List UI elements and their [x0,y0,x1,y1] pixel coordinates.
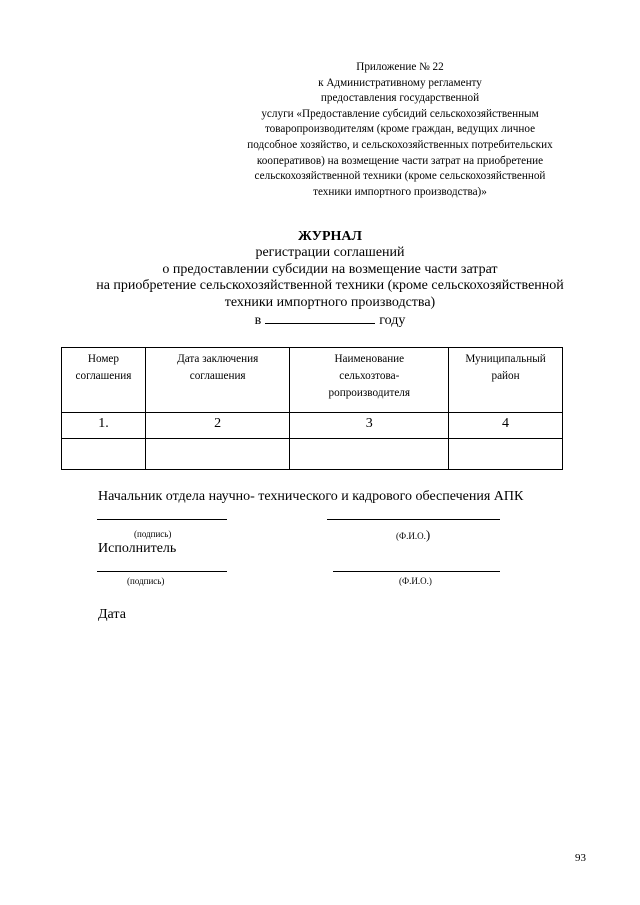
table-row [62,439,563,470]
table-header-row [62,348,563,413]
table-cell[interactable] [290,439,449,470]
executor-signature-caption: (подпись) [127,576,165,586]
year-suffix: году [379,313,406,329]
column-number-cell: 4 [449,413,563,439]
head-name-caption: (Ф.И.О.) [396,527,431,542]
appendix-line: предоставления государственной [320,92,480,105]
header-cell-producer-name: Наименование сельхозтова- ропроизводителя [290,348,449,413]
journal-title-block [40,229,620,329]
department-head-title: Начальник отдела научно- технического и кадрового обеспечения АПК [98,489,524,504]
header-cell-municipal-district: Муниципальный район [449,348,563,413]
date-label: Дата [98,607,126,622]
appendix-line: товаропроизводителям (кроме граждан, ведущих личное [264,123,536,136]
table-number-row [62,413,563,439]
column-number-cell: 3 [290,413,449,439]
appendix-line: подсобное хозяйство, и сельскохозяйственных потребительских [247,138,553,151]
head-signature-line[interactable] [97,519,227,520]
journal-title: ЖУРНАЛ [298,229,362,244]
appendix-line: к Административному регламенту [318,76,482,89]
registration-table [61,347,563,470]
appendix-line: сельскохозяйственной техники (кроме сельскохозяйственной [254,170,546,183]
head-name-line[interactable] [327,519,500,520]
year-line [40,311,620,329]
head-signature-caption: (подпись) [134,529,172,539]
appendix-header [200,60,600,200]
appendix-line: техники импортного производства)» [313,185,487,198]
year-blank[interactable] [265,311,375,324]
table-cell[interactable] [62,439,146,470]
appendix-line: Приложение № 22 [356,61,444,73]
executor-signature-line[interactable] [97,571,227,572]
table-cell[interactable] [449,439,563,470]
header-cell-agreement-number: Номер соглашения [62,348,146,413]
journal-subtitle-line: регистрации соглашений [255,245,405,261]
column-number-cell: 1. [62,413,146,439]
executor-label: Исполнитель [98,541,177,556]
year-prefix: в [254,313,262,329]
executor-name-caption: (Ф.И.О.) [399,576,432,586]
journal-subtitle-line: на приобретение сельскохозяйственной техники (кроме сельскохозяйственной [96,278,564,294]
executor-name-line[interactable] [333,571,500,572]
column-number-cell: 2 [145,413,290,439]
header-cell-agreement-date: Дата заключения соглашения [145,348,290,413]
journal-subtitle-line: техники импортного производства) [224,294,436,310]
appendix-line: услуги «Предоставление субсидий сельскохозяйственным [261,107,539,120]
table-cell[interactable] [145,439,290,470]
appendix-line: кооперативов) на возмещение части затрат на приобретение [256,154,544,167]
page-number: 93 [575,852,586,864]
journal-subtitle-line: о предоставлении субсидии на возмещение части затрат [162,261,498,277]
